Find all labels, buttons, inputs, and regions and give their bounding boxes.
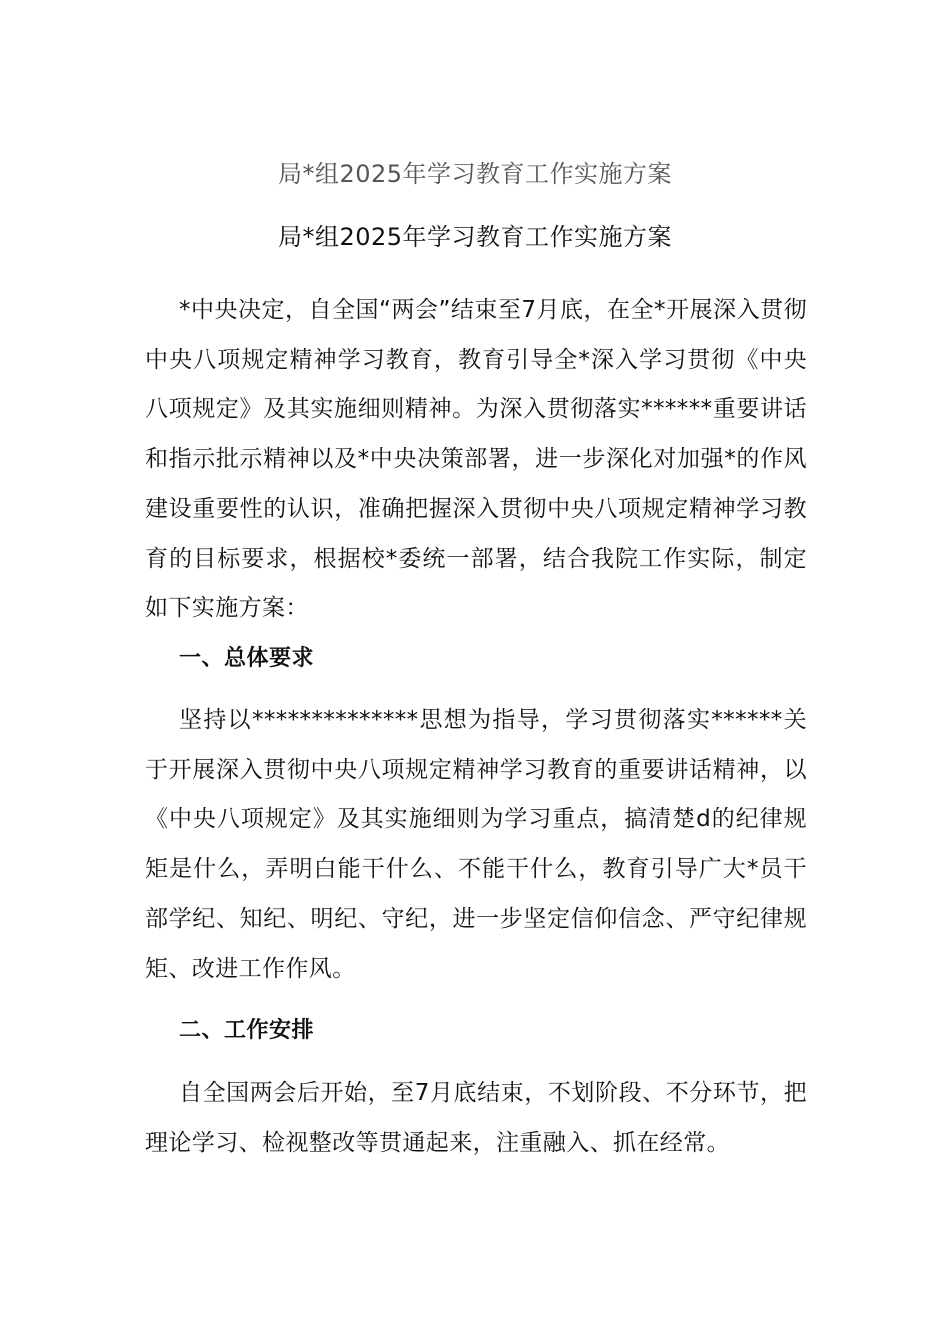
document-title: 局*组2025年学习教育工作实施方案 bbox=[277, 223, 673, 251]
section-body-block bbox=[145, 696, 807, 994]
section-body-block bbox=[145, 1069, 807, 1168]
page-header-title: 局*组2025年学习教育工作实施方案 bbox=[277, 160, 673, 188]
section-heading: 二、工作安排 bbox=[179, 1018, 315, 1043]
section-heading: 一、总体要求 bbox=[179, 646, 315, 671]
section-paragraph: 坚持以**************思想为指导，学习贯彻落实******关于开展深入贯彻中央八项规定精神学习教育的重要讲话精神，以《中央八项规定》及其实施细则为学习重点，搞清楚d的纪律规矩是什么，弄明白能干什么、不能干什么，教育引导广大*员干部学纪、知纪、明纪、守纪，进一步坚定信仰信念、严守纪律规矩、改进工作作风。 bbox=[145, 707, 807, 982]
intro-paragraph: *中央决定，自全国“两会”结束至7月底，在全*开展深入贯彻中央八项规定精神学习教育，教育引导全*深入学习贯彻《中央八项规定》及其实施细则精神。为深入贯彻落实******重要讲话和指示批示精神以及*中央决策部署，进一步深化对加强*的作风建设重要性的认识，准确把握深入贯彻中央八项规定精神学习教育的目标要求，根据校*委统一部署，结合我院工作实际，制定如下实施方案： bbox=[145, 297, 807, 622]
section-heading-block bbox=[145, 641, 807, 677]
intro-section bbox=[145, 286, 807, 634]
section-paragraph: 自全国两会后开始，至7月底结束，不划阶段、不分环节，把理论学习、检视整改等贯通起来，注重融入、抓在经常。 bbox=[145, 1080, 807, 1156]
section-heading-block bbox=[145, 1013, 807, 1049]
